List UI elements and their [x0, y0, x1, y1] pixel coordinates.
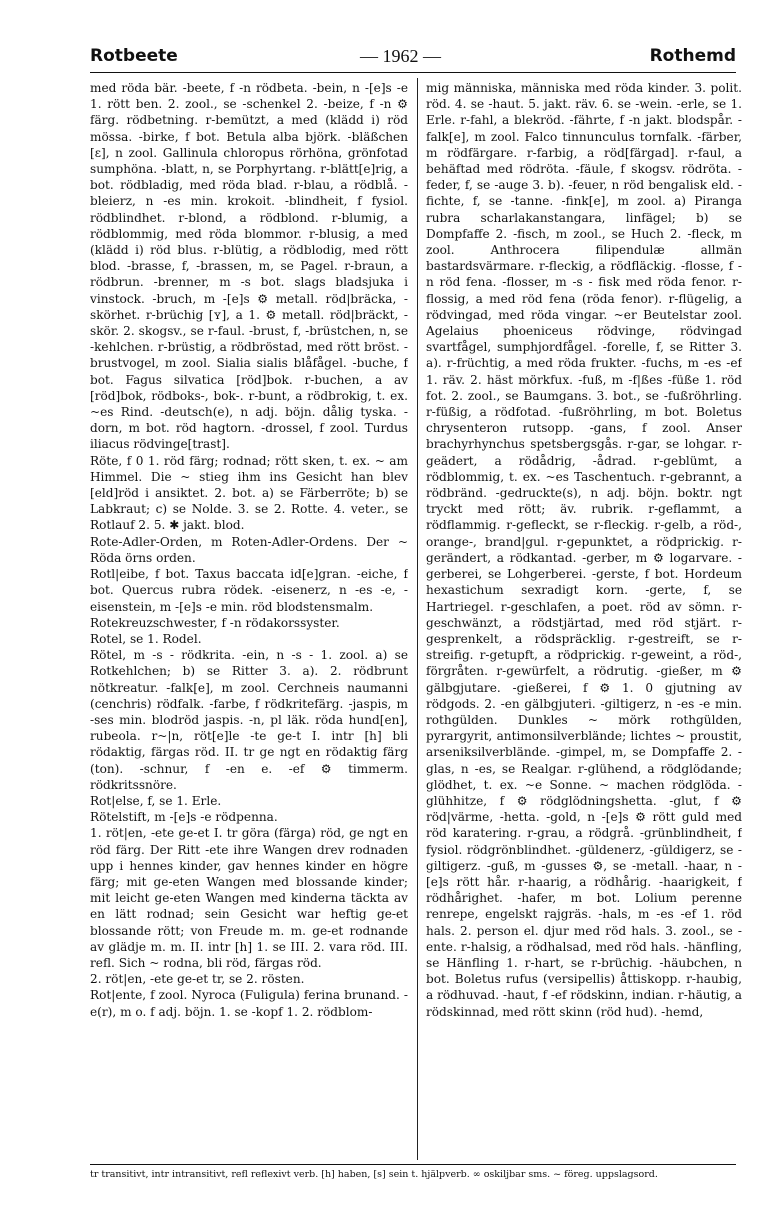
- header-rule: [90, 72, 736, 73]
- entry-paragraph: Rote-Adler-Orden, m Roten-Adler-Ordens. Der ~ Röda örns orden.: [90, 534, 408, 565]
- entry-paragraph: Rotekreuzschwester, f -n rödakorssyster.: [90, 615, 340, 630]
- page-header: [90, 46, 736, 74]
- entry-paragraph: Rotel, se 1. Rodel.: [90, 631, 202, 646]
- entry-paragraph: Rot|ente, f zool. Nyroca (Fuligula) ferina brunand. -e(r), m o. f adj. böjn. 1. se -kopf 1. 2. rödblom-: [90, 988, 408, 1019]
- entry-paragraph: 2. röt|en, -ete ge-et tr, se 2. rösten.: [90, 972, 305, 987]
- footer-rule: [90, 1164, 736, 1165]
- page-number: — 1962 —: [360, 46, 441, 66]
- entry-paragraph: Röte, f 0 1. röd färg; rodnad; rött sken, t. ex. ~ am Himmel. Die ~ stieg ihm ins Gesicht han blev [eld]röd i ansiktet. 2. bot. a) se Färberröte; b) se Labkraut; c) se Nolde. 3. se 2. Rotte. 4. veter., se Rotlauf 2. 5. ✱ jakt. blod.: [90, 453, 408, 533]
- header-right-guideword: Rothemd: [649, 46, 736, 66]
- entry-paragraph: med röda bär. -beete, f -n rödbeta. -bein, n -[e]s -e 1. rött ben. 2. zool., se -schenkel 2. -beize, f -n ⚙ färg. rödbetning. r-bemützt, a med (klädd i) röd mössa. -birke, f bot. Betula alba björk. -bläßchen [ɛ], n zool. Gallinula chloropus rörhöna, grönfotad sumphöna. -blatt, n, se Porphyrtang. r-blätt[e]rig, a bot. rödbladig, med röda blad. r-blau, a rödblå. -bleierz, n -es min. krokoit. -blindheit, f fysiol. rödblindhet. r-blond, a rödblond. r-blumig, a rödblommig, med röda blommor. r-blusig, a med (klädd i) röd blus. r-blütig, a rödblodig, med rött blod. -brasse, f, -brassen, m, se Pagel. r-braun, a rödbrun. -brenner, m -s bot. slags bladsjuka i vinstock. -bruch, m -[e]s ⚙ metall. röd|bräcka, -skörhet. r-brüchig [ʏ], a 1. ⚙ metall. röd|bräckt, -skör. 2. skogsv., se r-faul. -brust, f, -brüstchen, n, se -kehlchen. r-brüstig, a rödbröstad, med rött bröst. -brustvogel, m zool. Sialia sialis blåfågel. -buche, f bot. Fagus silvatica [röd]bok. r-buchen, a av [röd]bok, rödboks-, bok-. r-bunt, a rödbrokig, t. ex. ~es Rind. -deutsch(e), n adj. böjn. dålig tyska. -dorn, m bot. röd hagtorn. -drossel, f zool. Turdus iliacus rödvinge[trast].: [90, 81, 408, 452]
- left-column: [90, 80, 408, 1156]
- abbreviation-footer: tr transitivt, intr intransitivt, refl reflexivt verb. [h] haben, [s] sein t. hjälpverb. ∞ oskiljbar sms. ~ föreg. uppslagsord.: [90, 1169, 658, 1180]
- entry-paragraph: mig människa, människa med röda kinder. 3. polit. röd. 4. se -haut. 5. jakt. räv. 6. se -wein. -erle, se 1. Erle. r-fahl, a blekröd. -fährte, f -n jakt. blodspår. -falk[e], m zool. Falco tinnunculus tornfalk. -färber, m rödfärgare. r-farbig, a röd[färgad]. r-faul, a behäftad med rödröta. -fäule, f skogsv. rödröta. -feder, f, se -auge 3. b). -feuer, n röd bengalisk eld. -fichte, f, se -tanne. -fink[e], m zool. a) Piranga rubra scharlakanstangara, linfägel; b) se Dompfaffe 2. -fisch, m zool., se Huch 2. -fleck, m zool. Anthrocera filipendulæ allmän bastardsvärmare. r-fleckig, a rödfläckig. -flosse, f -n röd fena. -flosser, m -s - fisk med röda fenor. r-flossig, a med röd fena (röda fenor). r-flügelig, a rödvingad, med röda vingar. ~er Beutelstar zool. Agelaius phoeniceus rödvinge, rödvingad svartfågel, sumphjordfågel. -forelle, f, se Ritter 3. a). r-früchtig, a med röda frukter. -fuchs, m -es -ef 1. räv. 2. häst mörkfux. -fuß, m -f|ßes -füße 1. röd fot. 2. zool., se Baumgans. 3. bot., se -fußröhrling. r-füßig, a rödfotad. -fußröhrling, m bot. Boletus chrysenteron rutsopp. -gans, f zool. Anser brachyrhynchus spetsbergsgås. r-gar, se lohgar. r-geädert, a rödådrig, -ådrad. r-geblümt, a rödblommig, t. ex. ~es Taschentuch. r-gebrannt, a rödbränd. -gedruckte(s), n adj. böjn. boktr. ngt tryckt med rött; äv. rubrik. r-geflammt, a rödflammig. r-gefleckt, se r-fleckig. r-gelb, a röd-, orange-, brand|gul. r-gepunktet, a rödprickig. r-gerändert, a rödkantad. -gerber, m ⚙ logarvare. -gerberei, se Lohgerberei. -gerste, f bot. Hordeum hexastichum sexradigt korn. -gerte, f, se Hartriegel. r-geschlafen, a poet. röd av sömn. r-geschwänzt, a rödstjärtad, med röd stjärt. r-gesprenkelt, a rödspräcklig. r-gestreift, se r-streifig. r-getupft, a rödprickig. r-geweint, a röd-, förgråten. r-gewürfelt, a rödrutig. -gießer, m ⚙ gälbgjutare. -gießerei, f ⚙ 1. 0 gjutning av rödgods. 2. -en gälbgjuteri. -giltigerz, n -es -e min. rothgülden. Dunkles ~ mörk rothgülden, pyrargyrit, antimonsilverblände; lichtes ~ proustit, arseniksilverblände. -gimpel, m, se Dompfaffe 2. -glas, n -es, se Realgar. r-glühend, a rödglödande; glödhet, t. ex. ~e Sonne. ~ machen rödglöda. -glühhitze, f ⚙ rödglödningshetta. -glut, f ⚙ röd|värme, -hetta. -gold, n -[e]s ⚙ rött guld med röd karatering. r-grau, a rödgrå. -grünblindheit, f fysiol. rödgrönblindhet. -güldenerz, -güldigerz, se -giltigerz. -guß, m -gusses ⚙, se -metall. -haar, n -[e]s rött hår. r-haarig, a rödhårig. -haarigkeit, f rödhårighet. -hafer, m bot. Lolium perenne renrepe, engelskt rajgräs. -hals, m -es -ef 1. röd hals. 2. person el. djur med röd hals. 3. zool., se -ente. r-halsig, a rödhalsad, med röd hals. -hänfling, se Hänfling 1. r-hart, se r-brüchig. -häubchen, n bot. Boletus rufus (versipellis) åttiskopp. r-haubig, a rödhuvad. -haut, f -ef rödskinn, indian. r-häutig, a rödskinnad, med rött skinn (röd hud). -hemd,: [426, 81, 742, 1019]
- entry-paragraph: Rötelstift, m -[e]s -e rödpenna.: [90, 810, 278, 825]
- entry-paragraph: Rötel, m -s - rödkrita. -ein, n -s - 1. zool. a) se Rotkehlchen; b) se Ritter 3. a). 2. rödbrunt nötkreatur. -falk[e], m zool. Cerchneis naumanni (cenchris) rödfalk. -farbe, f rödkritefärg. -jaspis, m -ses min. blodröd jaspis. -n, pl läk. röda hund[en], rubeola. r~|n, röt[e]le -te ge-t I. intr [h] bli rödaktig, färgas röd. II. tr ge ngt en rödaktig färg (ton). -schnur, f -en e. -ef ⚙ timmerm. rödkritssnöre.: [90, 648, 408, 792]
- header-left-guideword: Rotbeete: [90, 46, 178, 66]
- entry-paragraph: Rotl|eibe, f bot. Taxus baccata id[e]gran. -eiche, f bot. Quercus rubra rödek. -eisenerz, n -es -e, -eisenstein, m -[e]s -e min. röd blodstensmalm.: [90, 567, 408, 614]
- column-divider: [417, 78, 418, 1160]
- entry-paragraph: 1. röt|en, -ete ge-et I. tr göra (färga) röd, ge ngt en röd färg. Der Ritt -ete ihre Wangen drev rodnaden upp i hennes kinder, gav hennes kinder en högre färg; mit ge-eten Wangen med blossande kinder; mit leicht ge-eten Wangen med kinderna täckta av en lätt rodnad; sein Gesicht war heftig ge-et blossande rött; von Freude m. m. ge-et rodnande av glädje m. m. II. intr [h] 1. se III. 2. vara röd. III. refl. Sich ~ rodna, bli röd, färgas röd.: [90, 826, 408, 970]
- right-column: [426, 80, 742, 1156]
- entry-paragraph: Rot|else, f, se 1. Erle.: [90, 793, 222, 808]
